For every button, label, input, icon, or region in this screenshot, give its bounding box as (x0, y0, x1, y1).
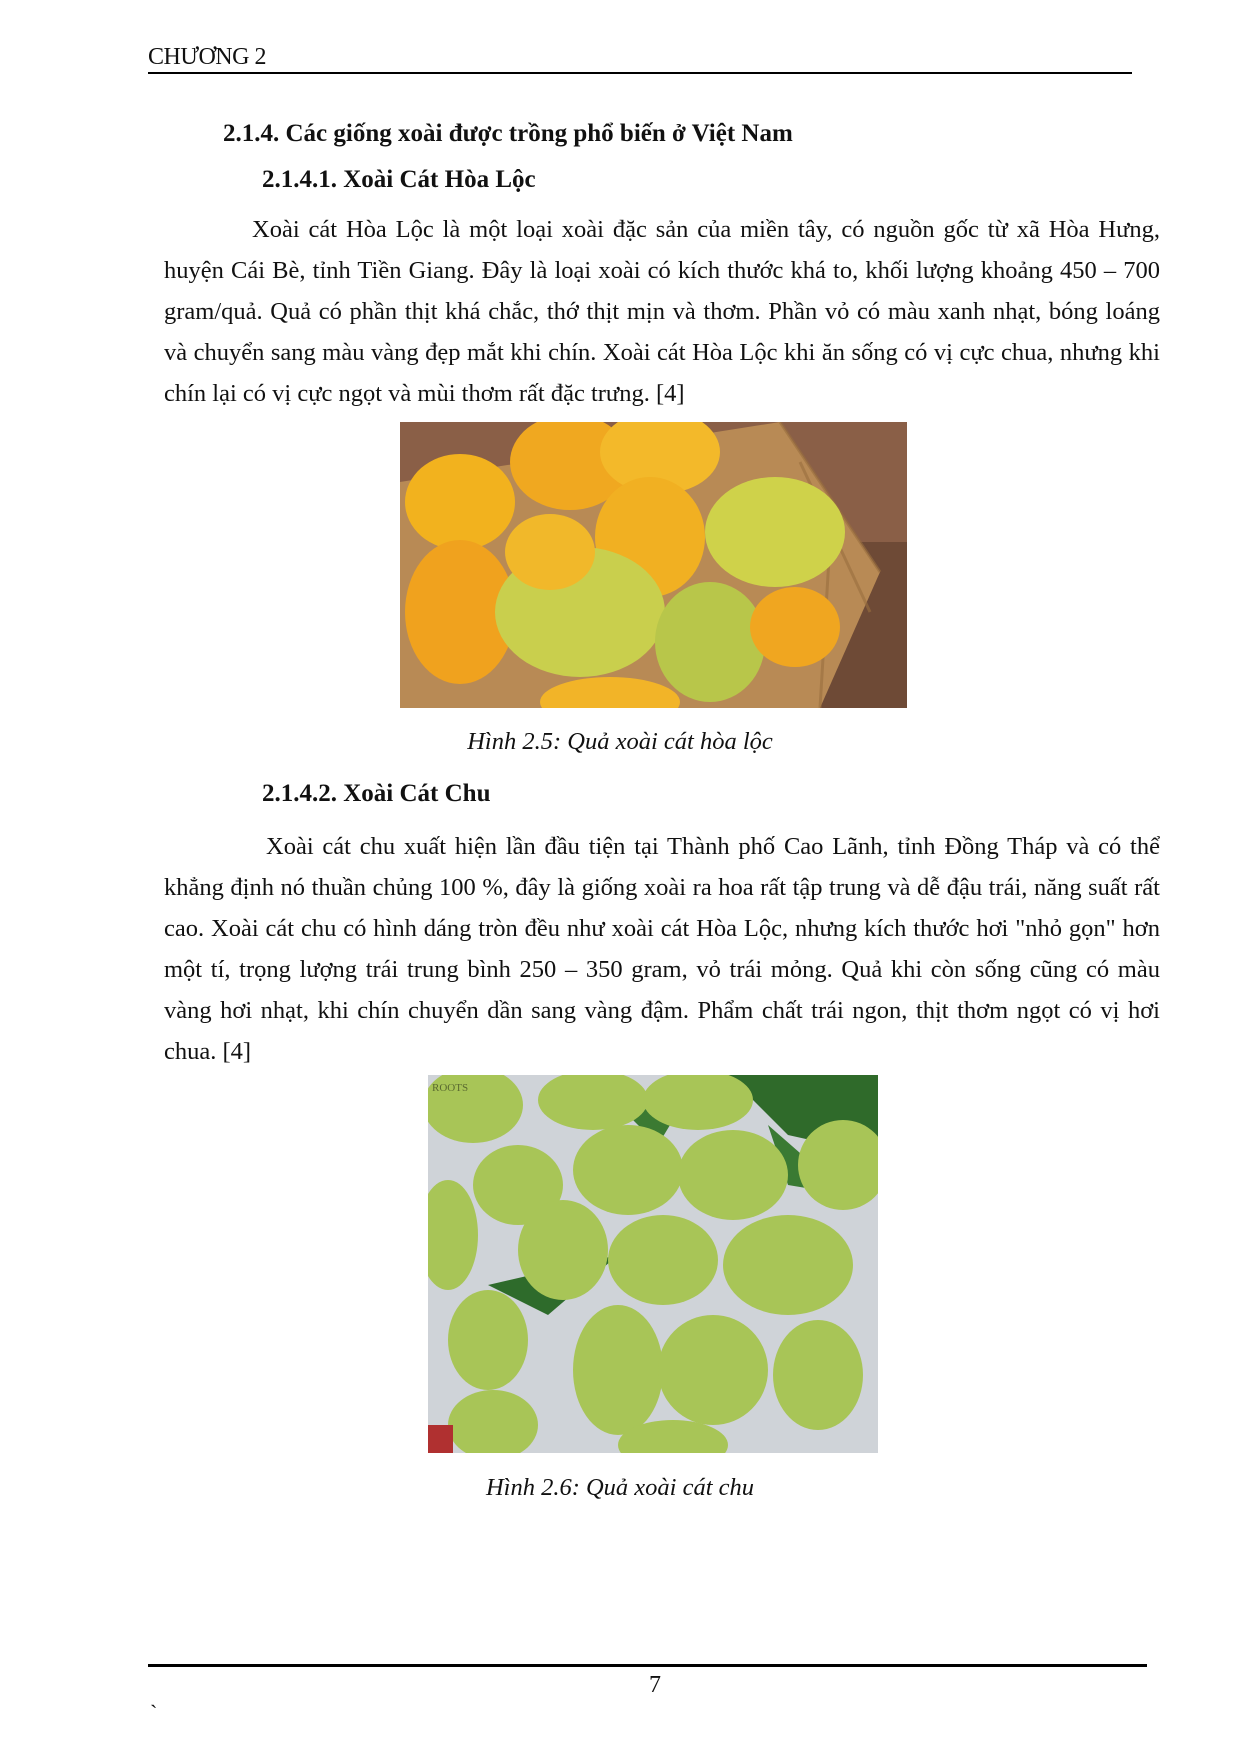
page-number: 7 (649, 1672, 661, 1698)
subsection-heading-cat-chu: 2.1.4.2. Xoài Cát Chu (262, 780, 491, 807)
header-divider (148, 72, 1132, 74)
chapter-header: CHƯƠNG 2 (148, 44, 266, 70)
paragraph-hoa-loc (164, 209, 1160, 414)
figure-caption-2-5: Hình 2.5: Quả xoài cát hòa lộc (467, 728, 773, 755)
figure-cat-chu-image (428, 1075, 878, 1453)
figure-hoa-loc-image (400, 422, 907, 708)
paragraph-text: Xoài cát chu xuất hiện lần đầu tiện tại Thành phố Cao Lãnh, tỉnh Đồng Tháp và có thể khẳng định nó thuần chủng 100 %, đây là giống xoài ra hoa rất tập trung và dễ đậu trái, năng suất rất cao. Xoài cát chu có hình dáng tròn đều như xoài cát Hòa Lộc, nhưng kích thước hơi "nhỏ gọn" hơn một tí, trọng lượng trái trung bình 250 – 350 gram, vỏ trái mỏng. Quả khi còn sống cũng có màu vàng hơi nhạt, khi chín chuyển dần sang vàng đậm. Phẩm chất trái ngon, thịt thơm ngọt có vị hơi chua. [4] (164, 833, 1160, 1065)
footer-divider (148, 1664, 1147, 1667)
image-watermark: ROOTS (432, 1082, 469, 1094)
paragraph-cat-chu (164, 826, 1160, 1072)
figure-caption-2-6: Hình 2.6: Quả xoài cát chu (485, 1474, 755, 1501)
subsection-heading-hoa-loc: 2.1.4.1. Xoài Cát Hòa Lộc (262, 166, 536, 193)
footer-mark: ` (150, 1700, 158, 1725)
section-heading: 2.1.4. Các giống xoài được trồng phổ biến ở Việt Nam (223, 120, 793, 147)
paragraph-text: Xoài cát Hòa Lộc là một loại xoài đặc sản của miền tây, có nguồn gốc từ xã Hòa Hưng, huyện Cái Bè, tỉnh Tiền Giang. Đây là loại xoài có kích thước khá to, khối lượng khoảng 450 – 700 gram/quả. Quả có phần thịt khá chắc, thớ thịt mịn và thơm. Phần vỏ có màu xanh nhạt, bóng loáng và chuyển sang màu vàng đẹp mắt khi chín. Xoài cát Hòa Lộc khi ăn sống có vị cực chua, nhưng khi chín lại có vị cực ngọt và mùi thơm rất đặc trưng. [4] (164, 216, 1160, 407)
